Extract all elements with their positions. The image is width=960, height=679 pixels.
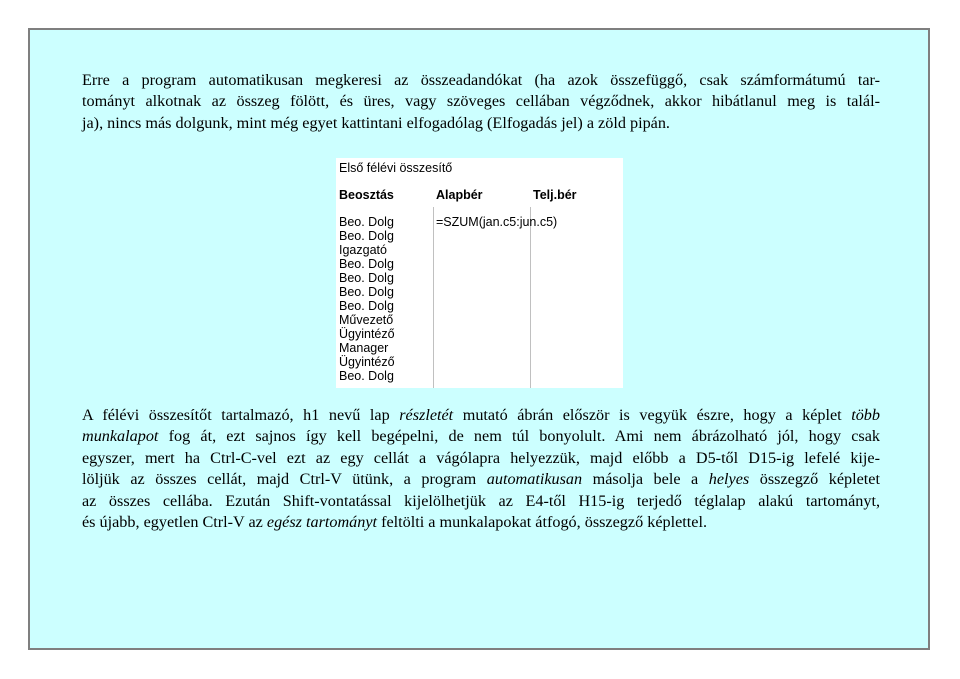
text-segment-italic: automatikusan — [486, 470, 583, 489]
sheet-title: Első félévi összesítő — [339, 161, 453, 175]
text-segment: löljük az összes cellát, majd Ctrl-V ütünk, a program — [82, 470, 487, 489]
text-line — [82, 512, 880, 533]
text-segment: összegző képletet — [749, 470, 880, 489]
row-label: Beo. Dolg — [339, 299, 394, 313]
text-segment: és újabb, egyetlen Ctrl-V az — [82, 513, 267, 532]
text-segment-italic: helyes — [708, 470, 750, 489]
text-segment-italic: részletét — [399, 406, 454, 424]
row-label: Ügyintéző — [339, 355, 395, 369]
text-line: Erre a program automatikusan megkeresi az összeadandókat (ha azok összefüggő, csak számformátumú tar- — [82, 71, 880, 89]
document-page — [28, 28, 930, 650]
formula-cell: =SZUM(jan.c5:jun.c5) — [436, 215, 558, 229]
spreadsheet-excerpt-image — [336, 158, 623, 388]
text-line — [82, 426, 880, 447]
row-label: Beo. Dolg — [339, 271, 394, 285]
text-segment-italic: egész tartományt — [266, 513, 378, 532]
text-line: az összes cellába. Ezután Shift-vontatással kijelölhetjük az E4-től H15-ig terjedő téglalap alakú tartományt, — [82, 491, 880, 510]
text-segment: feltölti a munkalapokat átfogó, összegző képlettel. — [377, 513, 708, 532]
explanation-paragraph — [82, 405, 880, 533]
row-label: Igazgató — [339, 243, 387, 257]
header-teljber: Telj.bér — [533, 188, 577, 202]
column-divider — [433, 207, 434, 388]
row-label: Manager — [339, 341, 389, 355]
text-segment: A félévi összesítőt tartalmazó, h1 nevű lap — [82, 406, 400, 424]
text-segment: fog át, ezt sajnos így kell begépelni, de nem túl bonyolult. Ami nem ábrázolható jól, hogy csak — [158, 427, 880, 446]
text-line — [82, 469, 880, 490]
text-line — [82, 405, 880, 426]
row-label: Ügyintéző — [339, 327, 395, 341]
row-label: Beo. Dolg — [339, 229, 394, 243]
text-segment: másolja bele a — [582, 470, 709, 489]
text-segment: mutató ábrán először is vegyük észre, hogy a képlet — [453, 406, 852, 424]
row-label: Beo. Dolg — [339, 285, 394, 299]
row-label: Beo. Dolg — [339, 369, 394, 383]
row-label: Beo. Dolg — [339, 215, 394, 229]
text-segment-italic: munkalapot — [82, 427, 159, 446]
text-segment-italic: több — [851, 406, 880, 424]
header-beosztas: Beosztás — [339, 188, 394, 202]
header-alapber: Alapbér — [436, 188, 483, 202]
intro-paragraph — [82, 70, 880, 134]
text-line: tományt alkotnak az összeg fölött, és üres, vagy szöveges cellában végződnek, akkor hibátlanul meg is talál- — [82, 92, 880, 111]
text-line: ja), nincs más dolgunk, mint még egyet kattintani elfogadólag (Elfogadás jel) a zöld pipán. — [82, 113, 670, 132]
column-divider — [530, 207, 531, 388]
row-label: Beo. Dolg — [339, 257, 394, 271]
row-label: Művezető — [339, 313, 394, 327]
text-line: egyszer, mert ha Ctrl-C-vel ezt az egy cellát a vágólapra helyezzük, majd előbb a D5-től D15-ig lefelé kije- — [82, 448, 880, 467]
